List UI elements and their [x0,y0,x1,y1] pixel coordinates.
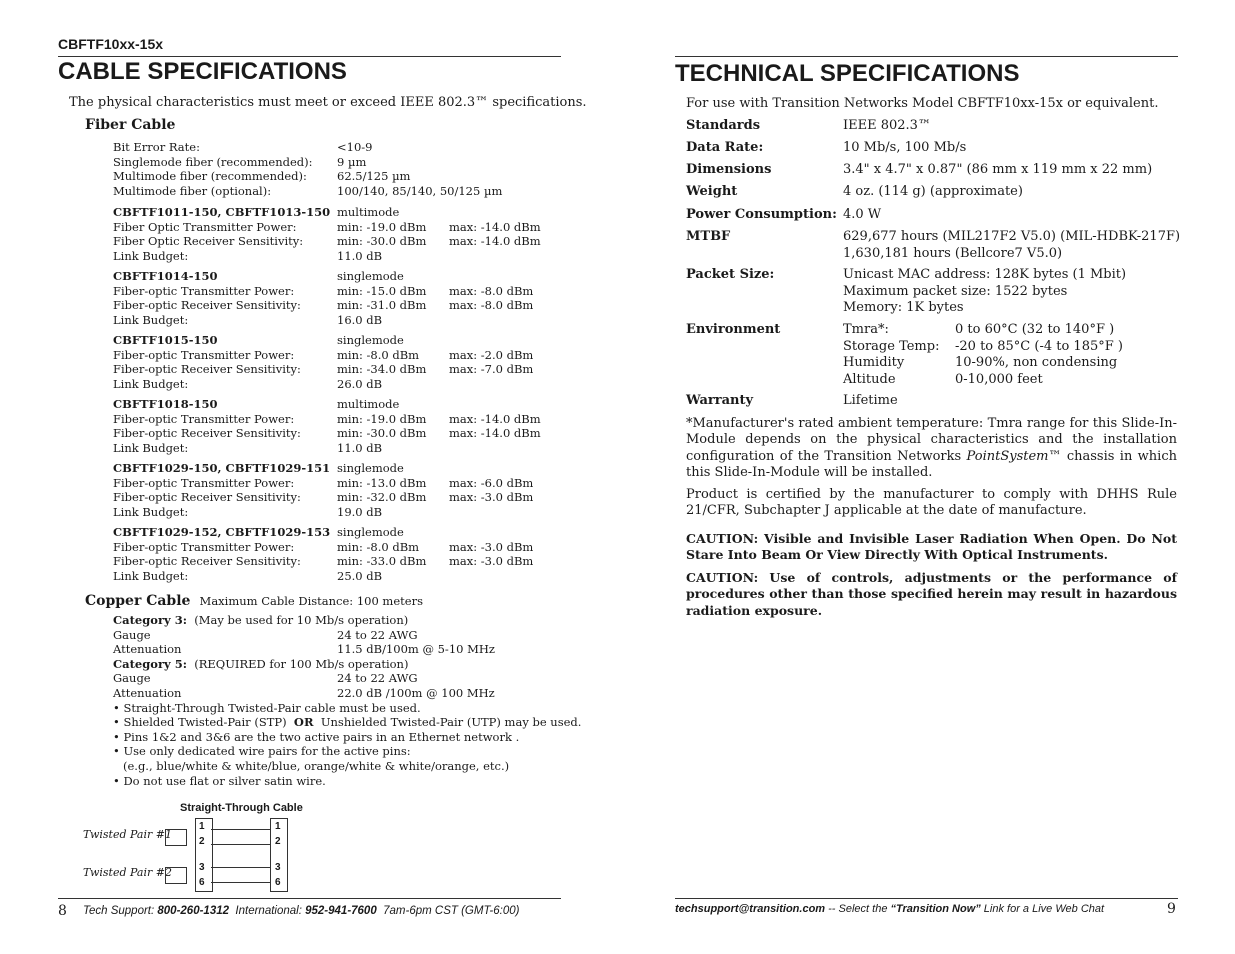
budget-label: Link Budget: [113,376,189,391]
fiber-model-name: CBFTF1011-150, CBFTF1013-150 [113,205,331,219]
spec-value: IEEE 802.3™ [843,118,931,133]
copper-heading: Copper Cable [85,593,191,609]
cat5-gauge-label: Gauge [113,671,151,686]
diagram-title: Straight-Through Cable [180,802,303,814]
rx-min: min: -30.0 dBm [337,426,427,441]
budget-value: 16.0 dB [337,312,383,327]
cat3-gauge-label: Gauge [113,627,151,642]
fiber-model-block [113,333,553,397]
cat3-atten-value: 11.5 dB/100m @ 5-10 MHz [337,642,495,657]
bullet-dedicated-example: (e.g., blue/white & white/blue, orange/white & white/orange, etc.) [123,759,510,773]
rx-min: min: -34.0 dBm [337,362,427,377]
rx-max: max: -8.0 dBm [449,298,534,313]
packet-size-label: Packet Size: [686,267,775,282]
budget-label: Link Budget: [113,440,189,455]
singlemode-label: Singlemode fiber (recommended): [113,154,313,169]
warranty-label: Warranty [686,393,754,408]
fiber-model-name: CBFTF1029-152, CBFTF1029-153 [113,525,331,539]
fiber-mode: singlemode [337,333,404,347]
tmra-note-end: chassis in which this Slide-In-Module will be installed. [686,448,1177,481]
tx-min: min: -15.0 dBm [337,283,427,298]
wire-pin-2 [211,844,270,845]
left-pin-2: 2 [199,836,205,847]
spec-value: 3.4" x 4.7" x 0.87" (86 mm x 119 mm x 22 mm) [843,162,1153,177]
tmra-note-text: *Manufacturer's rated ambient temperature: Tmra range for this Slide-In-Module depends on the physical characteristics and the installation configuration of the Transition Networks [686,416,1177,464]
env-value: 10-90%, non condensing [955,355,1118,370]
rx-max: max: -7.0 dBm [449,362,534,377]
cat3-gauge-value: 24 to 22 AWG [337,627,418,642]
multimode-rec-value: 62.5/125 µm [337,169,411,184]
copper-spec-block [113,613,582,793]
left-pin-3: 3 [199,862,205,873]
env-value: 0-10,000 feet [955,371,1043,387]
mtbf-value-2: 1,630,181 hours (Bellcore7 V5.0) [843,245,1063,261]
budget-value: 19.0 dB [337,504,383,519]
bullet-or: OR [293,715,314,730]
spec-label: Standards [686,118,761,133]
intl-phone[interactable]: 952-941-7600 [305,905,377,917]
caution-laser: CAUTION: Visible and Invisible Laser Radiation When Open. Do Not Stare Into Beam Or View Directly With Optical Instruments. [686,531,1177,563]
footer-rule-right [675,898,1178,899]
spec-label: Data Rate: [686,140,764,155]
fiber-model-name: CBFTF1015-150 [113,333,218,347]
page-number-left: 8 [58,903,67,919]
env-key: Tmra*: [843,322,889,337]
transition-now-link[interactable]: “Transition Now” [890,903,981,915]
rx-max: max: -14.0 dBm [449,426,541,441]
mtbf-value-1: 629,677 hours (MIL217F2 V5.0) (MIL-HDBK-217F) [843,229,1181,244]
left-pin-6: 6 [199,877,205,888]
spec-value: 4 oz. (114 g) (approximate) [843,184,1023,199]
rx-label: Fiber Optic Receiver Sensitivity: [113,234,304,249]
cat3-note: (May be used for 10 Mb/s operation) [194,613,409,627]
cat3-atten-label: Attenuation [113,642,182,657]
spec-label: Dimensions [686,162,772,177]
multimode-opt-value: 100/140, 85/140, 50/125 µm [337,183,503,198]
select-text: -- Select the [825,903,891,915]
bit-error-value: <10-9 [337,140,373,154]
certification-note: Product is certified by the manufacturer to comply with DHHS Rule 21/CFR, Subchapter J applicable at the date of manufacture. [686,487,1177,519]
tx-label: Fiber-optic Transmitter Power: [113,347,295,362]
rx-min: min: -30.0 dBm [337,234,427,249]
env-key: Storage Temp: [843,338,940,354]
footer-rule-left [58,898,561,899]
budget-label: Link Budget: [113,248,189,263]
bullet-stp-utp [113,715,581,730]
tx-label: Fiber Optic Transmitter Power: [113,219,297,234]
copper-distance: Maximum Cable Distance: 100 meters [199,594,423,608]
pointsystem-name: PointSystem™ [966,448,1062,464]
spec-label: Weight [686,184,738,199]
env-value: 0 to 60°C (32 to 140°F ) [955,322,1115,337]
page-title-cable-specs: CABLE SPECIFICATIONS [58,58,347,85]
mtbf-label: MTBF [686,229,731,244]
fiber-model-name: CBFTF1029-150, CBFTF1029-151 [113,461,331,475]
tx-min: min: -19.0 dBm [337,411,427,426]
tx-max: max: -2.0 dBm [449,347,534,362]
bullet-no-flat-wire: • Do not use flat or silver satin wire. [113,773,326,788]
fiber-mode: singlemode [337,525,404,539]
env-key: Altitude [843,371,896,387]
tx-max: max: -14.0 dBm [449,411,541,426]
bullet-straight-through: • Straight-Through Twisted-Pair cable must be used. [113,700,421,715]
rx-label: Fiber-optic Receiver Sensitivity: [113,426,301,441]
cat5-atten-value: 22.0 dB /100m @ 100 MHz [337,686,495,700]
model-header: CBFTF10xx-15x [58,36,164,52]
tx-min: min: -8.0 dBm [337,539,420,554]
tx-max: max: -3.0 dBm [449,539,534,554]
bullet-utp: Unshielded Twisted-Pair (UTP) may be used. [320,715,582,730]
multimode-rec-label: Multimode fiber (recommended): [113,169,307,184]
fiber-general-list [113,140,543,200]
page-number-right: 9 [1167,901,1176,917]
packet-value-3: Memory: 1K bytes [843,300,964,315]
fiber-model-block [113,525,553,589]
header-rule-right [675,56,1178,57]
tx-min: min: -8.0 dBm [337,347,420,362]
page-title-tech-specs: TECHNICAL SPECIFICATIONS [675,60,1020,87]
rx-min: min: -33.0 dBm [337,554,427,569]
rx-label: Fiber-optic Receiver Sensitivity: [113,554,301,569]
tx-min: min: -19.0 dBm [337,219,427,234]
right-pin-6: 6 [275,877,281,888]
fiber-model-block [113,397,553,461]
intl-label: International: [235,905,302,917]
packet-value-2: Maximum packet size: 1522 bytes [843,283,1068,299]
wire-pin-6 [211,882,270,883]
tx-max: max: -8.0 dBm [449,283,534,298]
copper-heading-row [85,590,423,609]
fiber-mode: multimode [337,205,400,219]
spec-label: Power Consumption: [686,207,837,222]
twisted-pair-2-label: Twisted Pair #2 [83,866,172,879]
bullet-pins: • Pins 1&2 and 3&6 are the two active pairs in an Ethernet network . [113,729,520,744]
environment-label: Environment [686,322,781,337]
packet-value-1: Unicast MAC address: 128K bytes (1 Mbit) [843,267,1127,282]
tech-spec-table [686,118,1181,408]
cat5-label: Category 5: [113,656,187,671]
right-pin-2: 2 [275,836,281,847]
cat3-label: Category 3: [113,613,187,627]
tx-label: Fiber-optic Transmitter Power: [113,539,295,554]
support-label: Tech Support: [83,905,155,917]
rx-min: min: -32.0 dBm [337,490,427,505]
web-chat-footer [675,903,1104,915]
env-key: Humidity [843,355,905,370]
rx-min: min: -31.0 dBm [337,298,427,313]
rx-label: Fiber-optic Receiver Sensitivity: [113,298,301,313]
cat5-gauge-value: 24 to 22 AWG [337,671,418,686]
tech-support-footer [83,905,519,917]
tx-max: max: -14.0 dBm [449,219,541,234]
tx-label: Fiber-optic Transmitter Power: [113,475,295,490]
bit-error-label: Bit Error Rate: [113,140,200,154]
fiber-mode: singlemode [337,269,404,283]
caution-controls: CAUTION: Use of controls, adjustments or the performance of procedures other than those specified herein may result in hazardous radiation exposure. [686,570,1177,618]
tx-max: max: -6.0 dBm [449,475,534,490]
wire-pin-1 [211,829,270,830]
pair-1-bracket [165,829,187,846]
fiber-mode: multimode [337,397,400,411]
bullet-dedicated-pairs: • Use only dedicated wire pairs for the active pins: [113,744,411,759]
header-rule [58,56,561,57]
spec-value: 4.0 W [843,207,882,222]
warranty-value: Lifetime [843,393,898,408]
budget-value: 25.0 dB [337,568,383,583]
fiber-heading: Fiber Cable [85,117,176,133]
fiber-model-block [113,205,553,269]
tx-min: min: -13.0 dBm [337,475,427,490]
twisted-pair-1-label: Twisted Pair #1 [83,828,172,841]
tech-intro: For use with Transition Networks Model CBFTF10xx-15x or equivalent. [686,96,1159,111]
budget-label: Link Budget: [113,312,189,327]
singlemode-value: 9 µm [337,154,367,169]
tx-label: Fiber-optic Transmitter Power: [113,283,295,298]
budget-value: 11.0 dB [337,440,383,455]
fiber-mode: singlemode [337,461,404,475]
rx-max: max: -3.0 dBm [449,490,534,505]
web-chat-text: Link for a Live Web Chat [980,903,1105,915]
support-email-link[interactable]: techsupport@transition.com [675,903,826,915]
cat5-atten-label: Attenuation [113,686,182,700]
tmra-note [686,416,1177,482]
fiber-model-name: CBFTF1018-150 [113,397,218,411]
right-pin-1: 1 [275,821,281,832]
rx-max: max: -14.0 dBm [449,234,541,249]
pair-2-bracket [165,867,187,884]
fiber-model-block [113,269,553,333]
budget-value: 26.0 dB [337,376,383,391]
wire-pin-3 [211,867,270,868]
cable-intro: The physical characteristics must meet or exceed IEEE 802.3™ specifications. [69,95,587,110]
env-value: -20 to 85°C (-4 to 185°F ) [955,338,1123,354]
budget-label: Link Budget: [113,504,189,519]
rx-max: max: -3.0 dBm [449,554,534,569]
multimode-opt-label: Multimode fiber (optional): [113,183,272,198]
budget-value: 11.0 dB [337,248,383,263]
left-pin-1: 1 [199,821,205,832]
fiber-model-block [113,461,553,525]
tx-label: Fiber-optic Transmitter Power: [113,411,295,426]
support-hours: 7am-6pm CST (GMT-6:00) [383,905,520,917]
support-phone[interactable]: 800-260-1312 [157,905,230,917]
rx-label: Fiber-optic Receiver Sensitivity: [113,490,301,505]
bullet-stp: • Shielded Twisted-Pair (STP) [113,715,287,730]
cat5-note: (REQUIRED for 100 Mb/s operation) [194,656,409,671]
budget-label: Link Budget: [113,568,189,583]
spec-value: 10 Mb/s, 100 Mb/s [843,140,967,155]
rx-label: Fiber-optic Receiver Sensitivity: [113,362,301,377]
right-pin-3: 3 [275,862,281,873]
fiber-model-name: CBFTF1014-150 [113,269,218,283]
